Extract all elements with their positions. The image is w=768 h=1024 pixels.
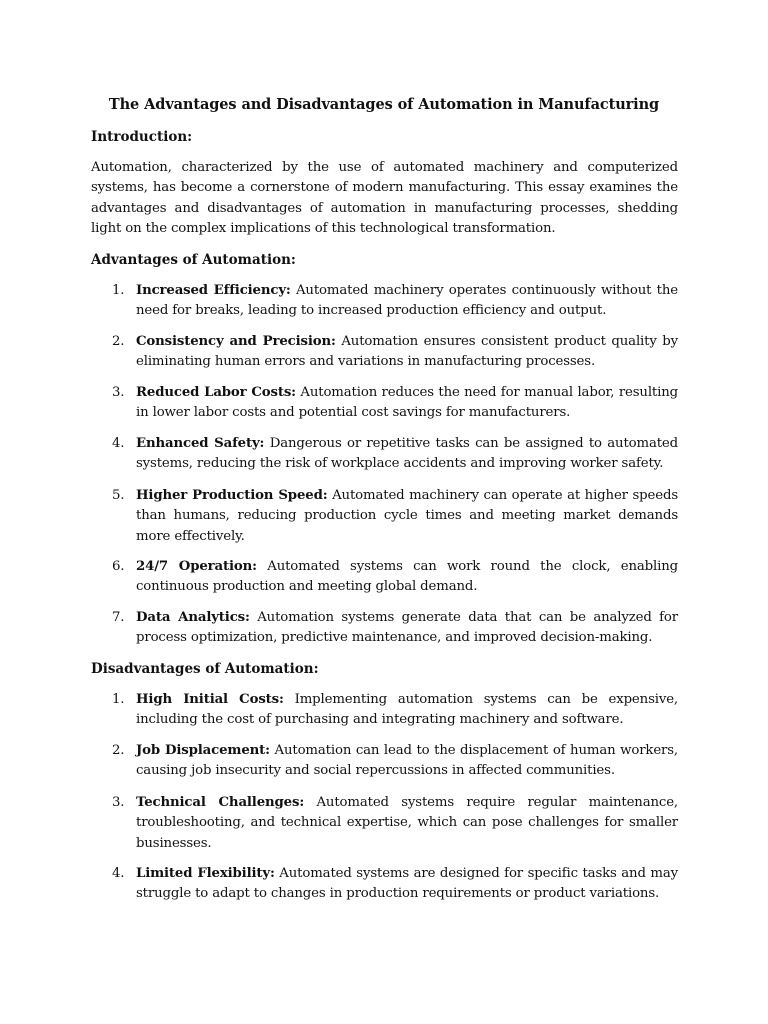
item-text: Automated machinery operates continuously without the need for breaks, leading to increased production efficiency and output. xyxy=(136,283,679,319)
item-text: Dangerous or repetitive tasks can be assigned to automated systems, reducing the risk of workplace accidents and improving worker safety. xyxy=(136,436,679,472)
item-text: Implementing automation systems can be expensive, including the cost of purchasing and integrating machinery and software. xyxy=(136,692,678,728)
item-term: High Initial Costs: xyxy=(136,692,284,707)
item-term: Consistency and Precision: xyxy=(136,334,336,349)
item-term: Limited Flexibility: xyxy=(136,866,275,881)
item-body xyxy=(136,793,678,854)
item-number: 5. xyxy=(112,488,125,503)
item-body xyxy=(136,383,678,424)
item-text: Automated systems are designed for specific tasks and may struggle to adapt to changes in production requirements or product variations. xyxy=(136,866,679,902)
item-number: 2. xyxy=(112,334,125,349)
item-body xyxy=(136,486,678,547)
disadvantages-heading: Disadvantages of Automation: xyxy=(91,661,319,677)
item-term: Increased Efficiency: xyxy=(136,283,291,298)
item-term: 24/7 Operation: xyxy=(136,559,257,574)
item-body xyxy=(136,690,678,731)
item-term: Job Displacement: xyxy=(136,743,270,758)
document-title: The Advantages and Disadvantages of Automation in Manufacturing xyxy=(108,96,660,113)
item-text: Automated machinery can operate at higher speeds than humans, reducing production cycle times and meeting market demands more effectively. xyxy=(136,488,679,544)
item-body xyxy=(136,557,678,598)
item-number: 6. xyxy=(112,559,125,574)
item-number: 2. xyxy=(112,743,125,758)
item-body xyxy=(136,608,678,649)
item-body xyxy=(136,332,678,373)
item-term: Enhanced Safety: xyxy=(136,436,265,451)
item-term: Reduced Labor Costs: xyxy=(136,385,296,400)
item-text: Automation reduces the need for manual labor, resulting in lower labor costs and potential cost savings for manufacturers. xyxy=(136,385,679,421)
item-number: 3. xyxy=(112,385,125,400)
item-term: Technical Challenges: xyxy=(136,795,305,810)
advantages-heading: Advantages of Automation: xyxy=(91,252,296,268)
item-term: Data Analytics: xyxy=(136,610,250,625)
item-number: 1. xyxy=(112,283,125,298)
item-body xyxy=(136,281,678,322)
introduction-heading: Introduction: xyxy=(91,129,193,145)
item-text: Automation systems generate data that can be analyzed for process optimization, predictive maintenance, and improved decision-making. xyxy=(136,610,678,646)
item-text: Automated systems require regular maintenance, troubleshooting, and technical expertise, which can pose challenges for smaller businesses. xyxy=(136,795,678,851)
introduction-paragraph: Automation, characterized by the use of automated machinery and computerized systems, has become a cornerstone of modern manufacturing. This essay examines the advantages and disadvantages of automation in manufacturing processes, shedding light on the complex implications of this technological transformation. xyxy=(91,160,678,236)
item-number: 1. xyxy=(112,692,125,707)
item-body xyxy=(136,434,678,475)
item-term: Higher Production Speed: xyxy=(136,488,328,503)
item-text: Automation ensures consistent product quality by eliminating human errors and variations in manufacturing processes. xyxy=(136,334,678,370)
item-number: 7. xyxy=(112,610,125,625)
item-number: 3. xyxy=(112,795,125,810)
item-number: 4. xyxy=(112,866,125,881)
item-text: Automated systems can work round the clock, enabling continuous production and meeting global demand. xyxy=(136,559,679,595)
item-text: Automation can lead to the displacement of human workers, causing job insecurity and social repercussions in affected communities. xyxy=(136,743,679,779)
item-body xyxy=(136,741,678,782)
item-body xyxy=(136,864,678,905)
item-number: 4. xyxy=(112,436,125,451)
